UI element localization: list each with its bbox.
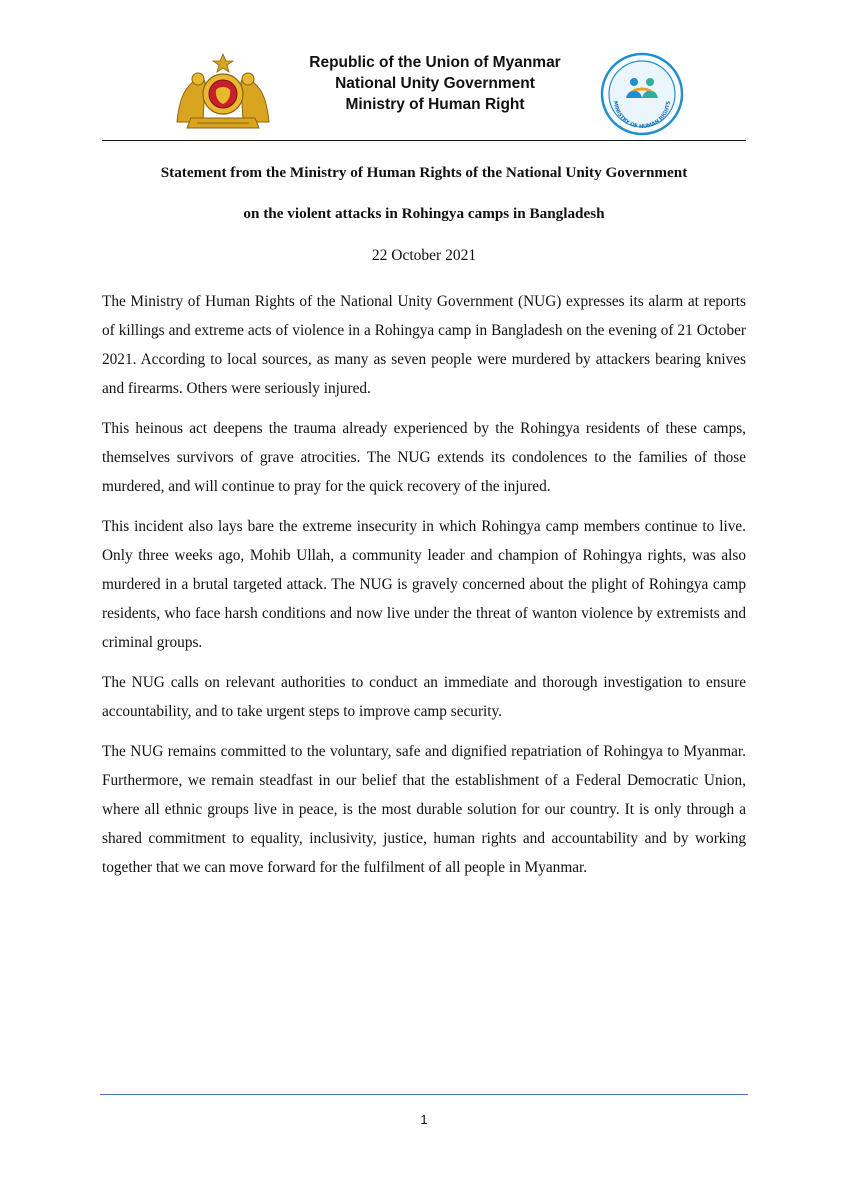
header-divider — [102, 140, 746, 141]
header-line-ministry: Ministry of Human Right — [345, 96, 525, 113]
statement-date: 22 October 2021 — [371, 247, 477, 264]
footer-divider — [100, 1094, 748, 1095]
header-line-republic: Republic of the Union of Myanmar — [309, 54, 561, 71]
header-title-block — [280, 52, 590, 115]
ministry-of-human-rights-seal-icon — [600, 52, 684, 136]
statement-title-line2: on the violent attacks in Rohingya camps in Bangladesh — [243, 205, 605, 222]
state-emblem-icon — [173, 52, 273, 132]
body-paragraph-3: This incident also lays bare the extreme insecurity in which Rohingya camp members continue to live. Only three weeks ago, Mohib Ullah, a community leader and champion of Rohingya rights, was also murdered in a brutal targeted attack. The NUG is gravely concerned about the plight of Rohingya camp residents, who face harsh conditions and now live under the threat of wanton violence by extremists and criminal groups. — [102, 518, 746, 651]
body-paragraph-4: The NUG calls on relevant authorities to conduct an immediate and thorough investigation to ensure accountability, and to take urgent steps to improve camp security. — [102, 674, 746, 720]
seal-text: MINISTRY OF HUMAN RIGHTS — [611, 100, 673, 131]
statement-title-line1: Statement from the Ministry of Human Rights of the National Unity Government — [160, 164, 688, 181]
body-paragraph-5: The NUG remains committed to the voluntary, safe and dignified repatriation of Rohingya to Myanmar. Furthermore, we remain steadfast in our belief that the establishment of a Federal Democratic Union, where all ethnic groups live in peace, is the most durable solution for our country. It is only through a shared commitment to equality, inclusivity, justice, human rights and accountability and by working together that we can move forward for the fulfilment of all people in Myanmar. — [102, 743, 746, 876]
header-line-government: National Unity Government — [335, 75, 535, 92]
page-number: 1 — [420, 1112, 428, 1127]
statement-body — [102, 287, 746, 893]
body-paragraph-1: The Ministry of Human Rights of the National Unity Government (NUG) expresses its alarm at reports of killings and extreme acts of violence in a Rohingya camp in Bangladesh on the evening of 21 October 2021. According to local sources, as many as seven people were murdered by attackers bearing knives and firearms. Others were seriously injured. — [102, 293, 746, 397]
body-paragraph-2: This heinous act deepens the trauma already experienced by the Rohingya residents of these camps, themselves survivors of grave atrocities. The NUG extends its condolences to the families of those murdered, and will continue to pray for the quick recovery of the injured. — [102, 420, 746, 495]
